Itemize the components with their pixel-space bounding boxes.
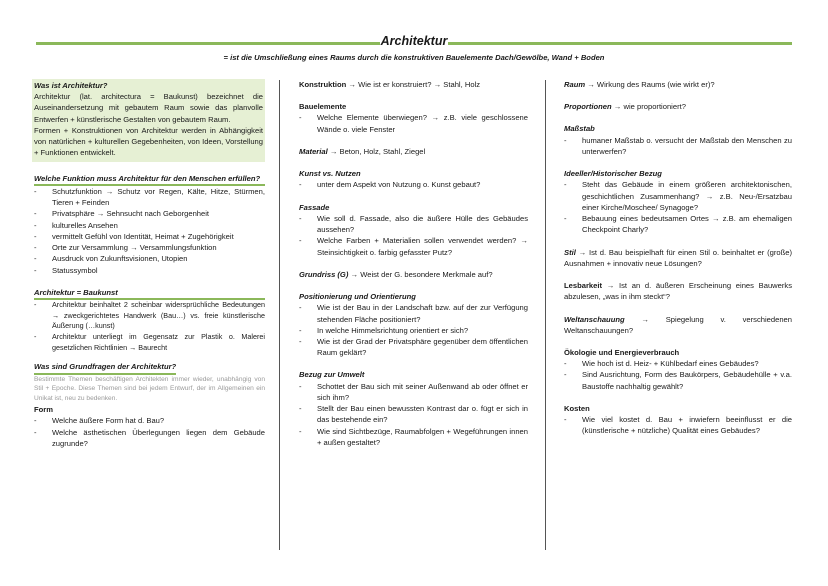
column-3 (564, 79, 792, 437)
massstab-list (564, 135, 792, 157)
massstab-heading: Maßstab (564, 124, 595, 134)
list-item: - Bebauung eines bedeutsamen Ortes → z.B. am ehemaligen Checkpoint Charly? (564, 213, 792, 235)
list-item: - Ausdruck von Zukunftsvisionen, Utopien (34, 253, 265, 264)
list-item: - In welche Himmelsrichtung orientiert er sich? (299, 325, 528, 336)
list-item: - Wie ist der Bau in der Landschaft bzw. auf der zur Verfügung stehenden Fläche positioniert? (299, 302, 528, 324)
list-item: - Architektur unterliegt im Gegensatz zur Plastik o. Malerei gesetzlichen Richtlinien → Baurecht (34, 332, 265, 353)
fassade-heading: Fassade (299, 202, 330, 212)
list-item: - humaner Maßstab o. versucht der Maßstab den Menschen zu unterwerfen? (564, 135, 792, 157)
kunst-list (299, 179, 528, 190)
definition-box (32, 79, 265, 162)
umwelt-heading: Bezug zur Umwelt (299, 370, 365, 380)
lesbarkeit-line: Lesbarkeit → Ist an d. äußeren Erscheinung eines Bauwerks abzulesen, „was in ihm steckt“? (564, 281, 792, 302)
column-2 (299, 79, 528, 448)
funktion-heading: Welche Funktion muss Architektur für den Menschen erfüllen? (34, 173, 265, 186)
list-item: - Wie soll d. Fassade, also die äußere Hülle des Gebäudes aussehen? (299, 213, 528, 235)
umwelt-list (299, 381, 528, 448)
ideeller-heading: Ideeller/Historischer Bezug (564, 169, 662, 179)
list-item: - unter dem Aspekt von Nutzung o. Kunst gebaut? (299, 179, 528, 190)
form-heading: Form (34, 405, 53, 415)
baukunst-heading: Architektur = Baukunst (34, 287, 265, 300)
position-list (299, 302, 528, 358)
fassade-list (299, 213, 528, 258)
oeko-heading: Ökologie und Energieverbrauch (564, 347, 680, 357)
list-item: - Wie ist der Grad der Privatsphäre gegenüber dem öffentlichen Raum geklärt? (299, 336, 528, 358)
kosten-list (564, 414, 792, 436)
was-text-2: Formen + Konstruktionen von Architektur werden in Abhängigkeit von natürlichen + kulturellen Gegebenheiten, von Ideen, Vorstellung + Funktionen entwickelt. (34, 125, 263, 158)
page-subtitle: = ist die Umschließung eines Raums durch die konstruktiven Bauelemente Dach/Gewölbe, Wand + Boden (223, 53, 605, 62)
title-area (36, 36, 792, 50)
baukunst-list (34, 300, 265, 353)
bauelemente-list (299, 112, 528, 134)
list-item: - Wie hoch ist d. Heiz- + Kühlbedarf eines Gebäudes? (564, 358, 792, 369)
list-item: - Statussymbol (34, 265, 265, 276)
material-line: Material → Beton, Holz, Stahl, Ziegel (299, 146, 426, 156)
list-item: - Welche ästhetischen Überlegungen liegen dem Gebäude zugrunde? (34, 427, 265, 449)
list-item: - Wie sind Sichtbezüge, Raumabfolgen + Wegeführungen innen + außen gestaltet? (299, 426, 528, 448)
weltanschauung-line: Weltanschauung → Spiegelung v. verschiedenen Weltanschauungen? (564, 314, 792, 335)
page-title: Architektur (380, 34, 448, 48)
grundriss-line: Grundriss (G) → Weist der G. besondere Merkmale auf? (299, 269, 493, 279)
list-item: - Privatsphäre → Sehnsucht nach Geborgenheit (34, 208, 265, 219)
oeko-list (564, 358, 792, 392)
list-item: - Welche Elemente überwiegen? → z.B. viele geschlossene Wände o. viele Fenster (299, 112, 528, 134)
grundfragen-heading: Was sind Grundfragen der Architektur? (34, 361, 176, 374)
list-item: - Sind Ausrichtung, Form des Baukörpers, Gebäudehülle + v.a. Baustoffe nachhaltig gewählt? (564, 369, 792, 391)
position-heading: Positionierung und Orientierung (299, 292, 416, 302)
konstruktion-line: Konstruktion → Wie ist er konstruiert? → Stahl, Holz (299, 80, 481, 89)
list-item: - Wie viel kostet d. Bau + inwiefern beeinflusst er die (künstlerische + nützliche) Qualität eines Gebäudes? (564, 414, 792, 436)
proportionen-line: Proportionen → wie proportioniert? (564, 102, 686, 112)
raum-line: Raum → Wirkung des Raums (wie wirkt er)? (564, 80, 715, 89)
bauelemente-heading: Bauelemente (299, 102, 347, 112)
list-item: - Welche Farben + Materialien sollen verwendet werden? → Steinsichtigkeit o. farbig gefasster Putz? (299, 235, 528, 257)
kunst-heading: Kunst vs. Nutzen (299, 169, 361, 179)
list-item: - Welche äußere Form hat d. Bau? (34, 415, 265, 426)
list-item: - Schutzfunktion → Schutz vor Regen, Kälte, Hitze, Stürmen, Tieren + Feinden (34, 186, 265, 208)
ideeller-list (564, 179, 792, 235)
list-item: - Steht das Gebäude in einem größeren architektonischen, geschichtlichen Zusammenhang? → z.B. Neu-/Ersatzbau einer Kirche/Moschee/ Synagoge? (564, 179, 792, 213)
was-text: Architektur (lat. architectura = Baukunst) bezeichnet die Auseinandersetzung mit gebautem Raum sowie das planvolle Entwerfen + künstlerische Gestalten von gebautem Raum. (34, 92, 263, 124)
list-item: - kulturelles Ansehen (34, 220, 265, 231)
list-item: - Architektur beinhaltet 2 scheinbar widersprüchliche Bedeutungen → zweckgerichtetes Handwerk (Bau…) vs. freie künstlerische Äußerung (…kunst) (34, 300, 265, 332)
list-item: - Schottet der Bau sich mit seiner Außenwand ab oder öffnet er sich ihm? (299, 381, 528, 403)
grundfragen-note: Bestimmte Themen beschäftigen Architekten immer wieder, unabhängig von Stil + Epoche. Diese Themen sind bei jedem Entwurf, der im Allgemeinen ein Unikat ist, neu zu bedenken. (34, 375, 265, 403)
stil-line: Stil → Ist d. Bau beispielhaft für einen Stil o. beinhaltet er (große) Ausnahmen + innovativ neue Lösungen? (564, 247, 792, 268)
funktion-list (34, 186, 265, 276)
form-list (34, 415, 265, 449)
column-divider-2 (545, 80, 546, 550)
list-item: - Orte zur Versammlung → Versammlungsfunktion (34, 242, 265, 253)
column-1 (34, 79, 265, 449)
list-item: - vermittelt Gefühl von Identität, Heimat + Zugehörigkeit (34, 231, 265, 242)
kosten-heading: Kosten (564, 403, 590, 413)
column-divider-1 (279, 80, 280, 550)
was-heading: Was ist Architektur? (34, 81, 108, 90)
list-item: - Stellt der Bau einen bewussten Kontrast dar o. fügt er sich in das bestehende ein? (299, 403, 528, 425)
